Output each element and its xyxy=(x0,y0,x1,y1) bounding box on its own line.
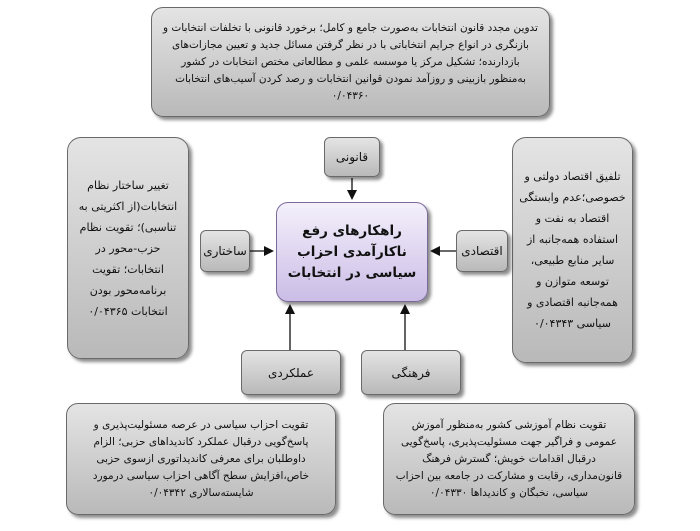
structural-description-box xyxy=(67,137,189,359)
cultural-category-box xyxy=(361,350,461,395)
structural-description: تغییر ساختار نظام انتخابات(از اکثریتی به تناسبی)؛ تقویت نظام حزب-محور در انتخابات؛ تقویت برنامه‌محور بودن انتخابات ۰/۰۴۳۶۵ xyxy=(78,178,178,318)
legal-label: قانونی xyxy=(335,150,369,164)
central-title: راهکارهای رفع ناکارآمدی احزاب سیاسی در انتخابات xyxy=(287,222,417,281)
structural-label: ساختاری xyxy=(203,244,247,258)
economic-description-box xyxy=(512,137,633,363)
legal-category-box xyxy=(324,137,380,177)
economic-description: تلفیق اقتصاد دولتی و خصوصی؛عدم وابستگی اقتصاد به نفت و استفاده همه‌جانبه از سایر منابع طبیعی، توسعه متوازن و همه‌جانبه اقتصادی و سیاسی ۰/۰۴۳۴۳ xyxy=(519,170,626,330)
economic-category-box xyxy=(456,230,508,272)
central-node xyxy=(276,202,428,302)
cultural-description-box xyxy=(383,403,635,515)
structural-category-box xyxy=(200,230,250,272)
cultural-label: فرهنگی xyxy=(391,365,431,380)
performance-description: تقویت احزاب سیاسی در عرصه مسئولیت‌پذیری و پاسخ‌گویی درقبال عملکرد کاندیداهای حزبی؛ الزام داوطلبان برای معرفی کاندیداتوری ازسوی حزبی خاص،افزایش سطح آگاهی احزاب سیاسی درمورد شایسته‌سالاری ۰/۰۴۳۴۲ xyxy=(92,418,310,499)
performance-label: عملکردی xyxy=(267,365,315,380)
cultural-description: تقویت نظام آموزشی کشور به‌منظور آموزش عمومی و فراگیر جهت مسئولیت‌پذیری، پاسخ‌گویی درقبال اقدامات خویش؛ گسترش فرهنگ قانون‌مداری، رقابت و مشارکت در جامعه بین احزاب سیاسی، نخبگان و کاندیداها ۰/۰۴۳۳۰ xyxy=(395,418,623,499)
legal-description-box xyxy=(151,7,550,117)
economic-label: اقتصادی xyxy=(461,244,503,258)
performance-category-box xyxy=(241,350,341,395)
performance-description-box xyxy=(66,403,336,515)
legal-description: تدوین مجدد قانون انتخابات به‌صورت جامع و کامل؛ برخورد قانونی با تخلفات انتخابات و بازنگری در انواع جرایم انتخاباتی با در نظر گرفتن مسائل جدید و تعیین مجازات‌های بازدارنده؛ تشکیل مرکز یا موسسه علمی و مطالعاتی مختص انتخابات در کشور به‌منظور بازبینی و روزآمد نمودن قوانین انتخابات و رصد کردن آسیب‌های انتخابات ۰/۰۴۳۶۰ xyxy=(163,21,538,102)
